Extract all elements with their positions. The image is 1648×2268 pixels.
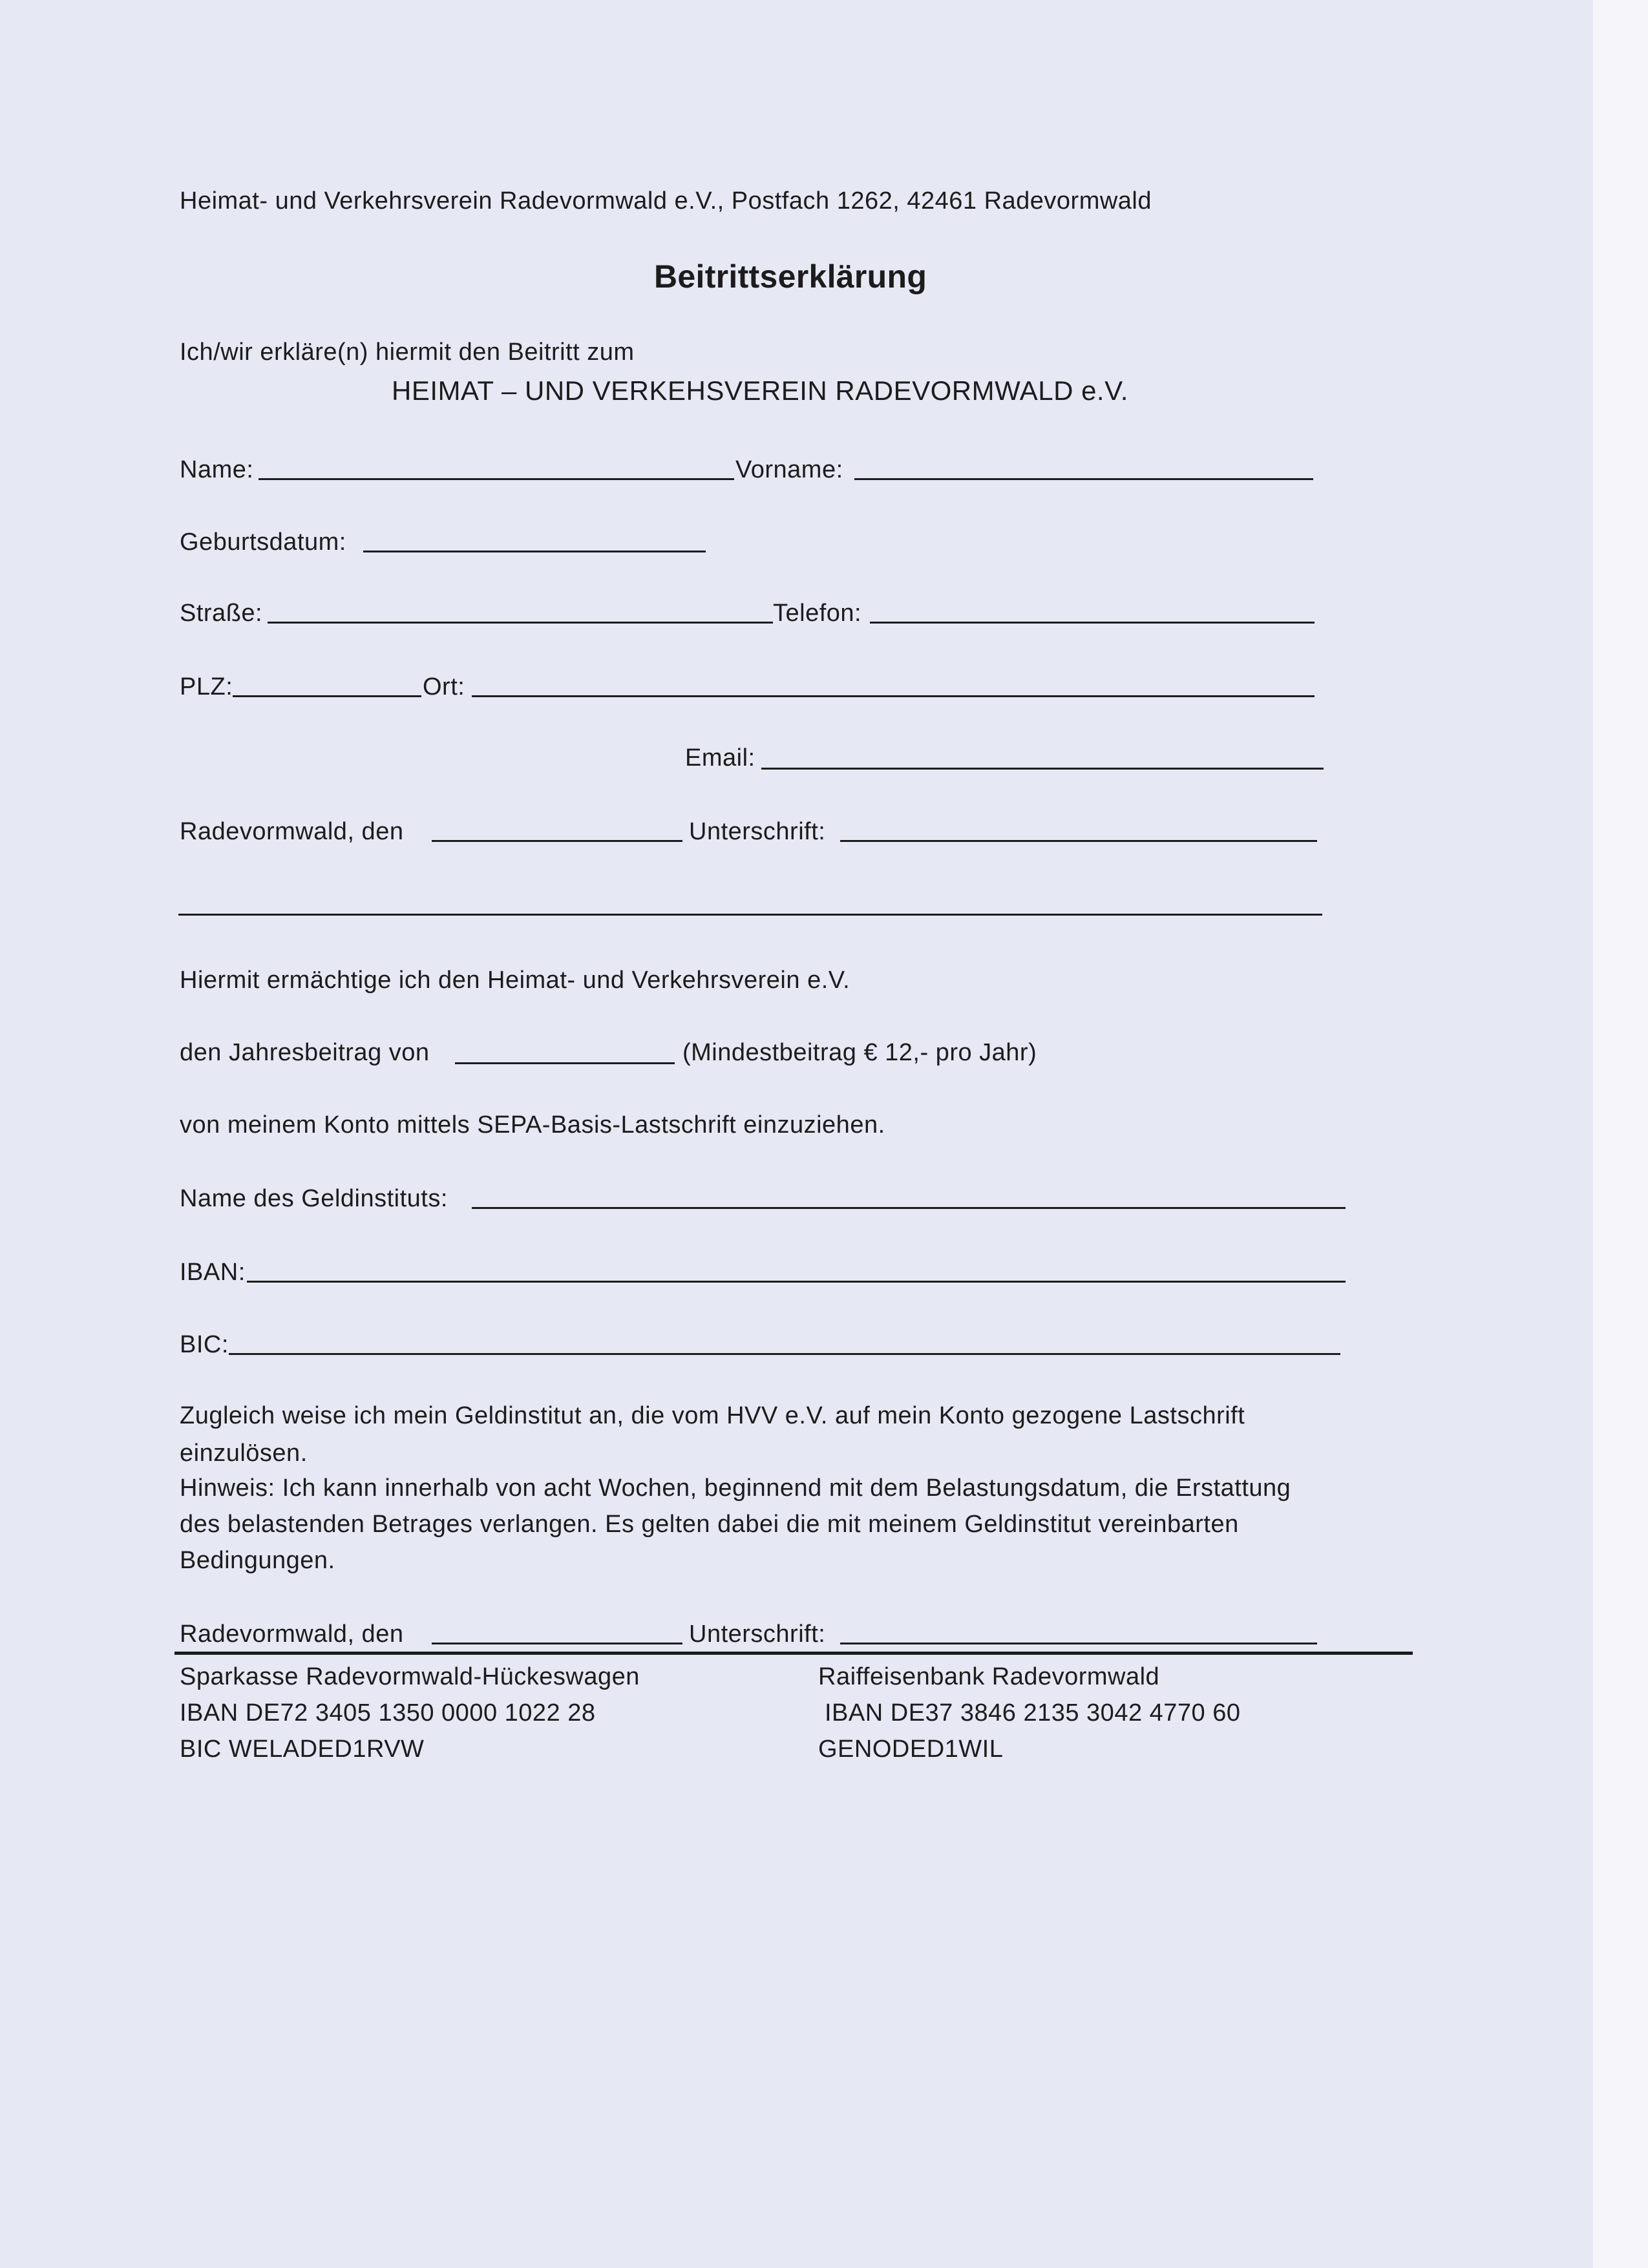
iban-label: IBAN: (180, 1259, 246, 1286)
strasse-field[interactable] (268, 622, 773, 624)
vorname-field[interactable] (854, 478, 1313, 480)
bank-right-name: Raiffeisenbank Radevormwald (818, 1663, 1160, 1690)
annual-fee-label: den Jahresbeitrag von (180, 1039, 430, 1066)
mandate-line: Hiermit ermächtige ich den Heimat- und Verkehrsverein e.V. (180, 967, 850, 994)
bank-name-label: Name des Geldinstituts: (180, 1185, 448, 1212)
telefon-field[interactable] (870, 622, 1315, 624)
final-signature-label: Unterschrift: (689, 1621, 826, 1648)
bic-label: BIC: (180, 1331, 229, 1358)
final-date-field[interactable] (432, 1643, 682, 1644)
signature-label: Unterschrift: (689, 818, 826, 845)
ort-field[interactable] (472, 695, 1315, 697)
geburtsdatum-field[interactable] (363, 551, 706, 552)
bank-left-iban: IBAN DE72 3405 1350 0000 1022 28 (180, 1699, 596, 1727)
final-signature-field[interactable] (840, 1643, 1317, 1644)
vorname-label: Vorname: (735, 456, 843, 483)
notice-line-1: Zugleich weise ich mein Geldinstitut an, die vom HVV e.V. auf mein Konto gezogene Lastschrift (180, 1402, 1245, 1429)
bank-name-field[interactable] (472, 1207, 1346, 1209)
name-field[interactable] (259, 478, 734, 480)
final-place-date-label: Radevormwald, den (180, 1621, 404, 1648)
sender-address: Heimat- und Verkehrsverein Radevormwald e.V., Postfach 1262, 42461 Radevormwald (180, 187, 1152, 215)
footer-divider (174, 1652, 1413, 1655)
plz-label: PLZ: (180, 673, 233, 700)
telefon-label: Telefon: (773, 600, 862, 627)
notice-line-4: des belastenden Betrages verlangen. Es gelten dabei die mit meinem Geldinstitut vereinbarten (180, 1511, 1239, 1538)
section-divider (178, 914, 1322, 916)
iban-field[interactable] (247, 1281, 1346, 1283)
email-label: Email: (685, 744, 755, 772)
bank-right-bic: GENODED1WIL (818, 1736, 1004, 1763)
signature-field[interactable] (840, 840, 1317, 842)
sepa-line: von meinem Konto mittels SEPA-Basis-Lastschrift einzuziehen. (180, 1111, 885, 1139)
date-field[interactable] (432, 840, 682, 842)
geburtsdatum-label: Geburtsdatum: (180, 529, 346, 556)
plz-field[interactable] (233, 695, 421, 697)
name-label: Name: (180, 456, 254, 483)
notice-line-5: Bedingungen. (180, 1547, 335, 1574)
organization-name: HEIMAT – UND VERKEHSVEREIN RADEVORMWALD e.V. (392, 375, 1128, 406)
ort-label: Ort: (423, 673, 465, 700)
bank-left-name: Sparkasse Radevormwald-Hückeswagen (180, 1663, 640, 1690)
intro-line: Ich/wir erkläre(n) hiermit den Beitritt zum (180, 339, 635, 366)
place-date-label: Radevormwald, den (180, 818, 404, 845)
bank-right-iban: IBAN DE37 3846 2135 3042 4770 60 (825, 1699, 1241, 1727)
scan-edge (1593, 0, 1648, 2268)
strasse-label: Straße: (180, 600, 263, 627)
page-title: Beitrittserklärung (654, 258, 927, 295)
annual-fee-field[interactable] (455, 1062, 675, 1064)
notice-line-3: Hinweis: Ich kann innerhalb von acht Wochen, beginnend mit dem Belastungsdatum, die Erstattung (180, 1475, 1291, 1502)
notice-line-2: einzulösen. (180, 1440, 308, 1467)
bank-left-bic: BIC WELADED1RVW (180, 1736, 425, 1763)
minimum-fee-note: (Mindestbeitrag € 12,- pro Jahr) (682, 1039, 1037, 1066)
bic-field[interactable] (229, 1353, 1340, 1355)
email-field[interactable] (761, 768, 1324, 770)
